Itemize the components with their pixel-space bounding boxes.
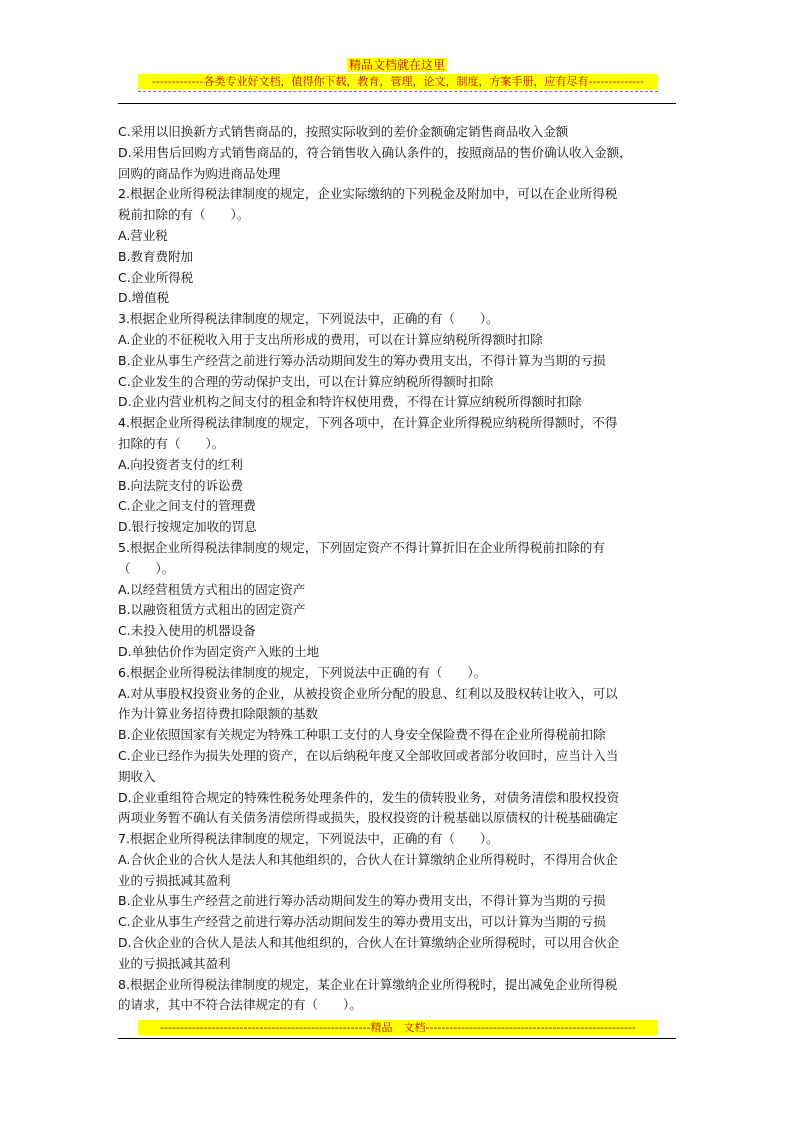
answer-option: C.企业已经作为损失处理的资产，在以后纳税年度又全部收回或者部分收回时，应当计入当 [118, 747, 619, 763]
footer-rule [118, 1038, 676, 1039]
answer-option: 业的亏损抵减其盈利 [118, 872, 231, 888]
answer-option: B.企业从事生产经营之前进行筹办活动期间发生的筹办费用支出，不得计算为当期的亏损 [118, 352, 606, 368]
question-stem: 3.根据企业所得税法律制度的规定，下列说法中，正确的有（ ）。 [118, 311, 499, 327]
question-stem: 7.根据企业所得税法律制度的规定，下列说法中，正确的有（ ）。 [118, 831, 499, 847]
answer-option: C.企业之间支付的管理费 [118, 498, 256, 514]
answer-option: B.以融资租赁方式租出的固定资产 [118, 602, 306, 618]
answer-option: B.教育费附加 [118, 248, 194, 264]
header-dashed-divider [138, 91, 658, 92]
answer-option: 作为计算业务招待费扣除限额的基数 [118, 706, 319, 722]
answer-option: A.以经营租赁方式租出的固定资产 [118, 581, 306, 597]
answer-option: 期收入 [118, 768, 156, 784]
document-body [118, 122, 678, 1016]
answer-option: 业的亏损抵减其盈利 [118, 955, 231, 971]
question-stem: 8.根据企业所得税法律制度的规定，某企业在计算缴纳企业所得税时，提出减免企业所得税 [118, 976, 618, 992]
question-stem: 税前扣除的有（ ）。 [118, 207, 250, 223]
answer-option: B.企业从事生产经营之前进行筹办活动期间发生的筹办费用支出，不得计算为当期的亏损 [118, 893, 606, 909]
footer-banner: -----------------------------------------------------精品 文档----------------------------------------------------- [138, 1020, 658, 1035]
answer-option: 两项业务暂不确认有关债务清偿所得或损失，股权投资的计税基础以原债权的计税基础确定 [118, 810, 619, 826]
header-tagline: -------------各类专业好文档，值得你下载，教育，管理，论文，制度，方案手册，应有尽有-------------- [138, 74, 658, 89]
text-line: C.采用以旧换新方式销售商品的，按照实际收到的差价金额确定销售商品收入金额 [118, 124, 569, 139]
header-rule [118, 103, 676, 104]
answer-option: D.单独估价作为固定资产入账的土地 [118, 643, 320, 659]
question-stem: 6.根据企业所得税法律制度的规定，下列说法中正确的有（ ）。 [118, 664, 487, 680]
question-stem: 5.根据企业所得税法律制度的规定，下列固定资产不得计算折旧在企业所得税前扣除的有 [118, 539, 605, 555]
text-line: 回购的商品作为购进商品处理 [118, 165, 281, 181]
question-stem: 的请求，其中不符合法律规定的有（ ）。 [118, 997, 362, 1013]
answer-option: D.企业重组符合规定的特殊性税务处理条件的，发生的债转股业务，对债务清偿和股权投资 [118, 789, 620, 805]
answer-option: D.合伙企业的合伙人是法人和其他组织的，合伙人在计算缴纳企业所得税时，可以用合伙企 [118, 935, 620, 951]
answer-option: D.银行按规定加收的罚息 [118, 519, 257, 535]
answer-option: A.合伙企业的合伙人是法人和其他组织的，合伙人在计算缴纳企业所得税时，不得用合伙企 [118, 851, 618, 867]
answer-option: B.企业依照国家有关规定为特殊工种职工支付的人身安全保险费不得在企业所得税前扣除 [118, 727, 606, 743]
question-stem: 4.根据企业所得税法律制度的规定，下列各项中，在计算企业所得税应纳税所得额时，不得 [118, 415, 618, 431]
answer-option: A.营业税 [118, 227, 168, 243]
answer-option: D.增值税 [118, 290, 170, 306]
answer-option: C.企业所得税 [118, 269, 194, 285]
question-stem: 2.根据企业所得税法律制度的规定，企业实际缴纳的下列税金及附加中，可以在企业所得税 [118, 186, 618, 202]
answer-option: C.企业从事生产经营之前进行筹办活动期间发生的筹办费用支出，可以计算为当期的亏损 [118, 914, 606, 930]
answer-option: B.向法院支付的诉讼费 [118, 477, 244, 493]
question-stem: 扣除的有（ ）。 [118, 435, 225, 451]
question-stem: （ ）。 [118, 560, 175, 576]
answer-option: A.对从事股权投资业务的企业，从被投资企业所分配的股息、红利以及股权转让收入，可以 [118, 685, 618, 701]
answer-option: A.向投资者支付的红利 [118, 456, 243, 472]
text-line: D.采用售后回购方式销售商品的，符合销售收入确认条件的，按照商品的售价确认收入金额， [118, 144, 632, 160]
answer-option: C.未投入使用的机器设备 [118, 623, 256, 639]
header-title-text: 精品文档就在这里 [348, 58, 445, 72]
answer-option: A.企业的不征税收入用于支出所形成的费用，可以在计算应纳税所得额时扣除 [118, 331, 543, 347]
answer-option: D.企业内营业机构之间支付的租金和特许权使用费，不得在计算应纳税所得额时扣除 [118, 394, 582, 410]
answer-option: C.企业发生的合理的劳动保护支出，可以在计算应纳税所得额时扣除 [118, 373, 494, 389]
header-title [0, 58, 794, 72]
